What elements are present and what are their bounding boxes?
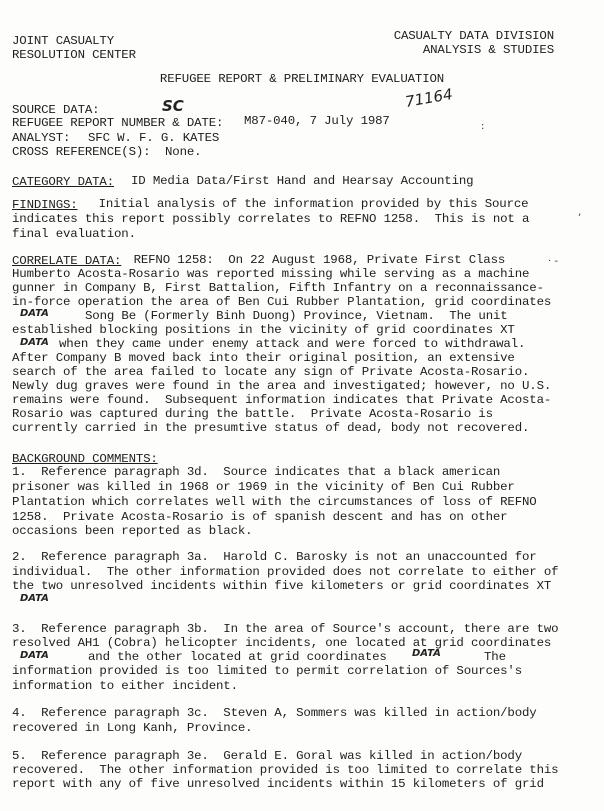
correlate-line: currently carried in the presumtive status of dead, body not recovered. [12, 421, 530, 435]
category-label: CATEGORY DATA: [12, 175, 114, 189]
correlate-label: CORRELATE DATA: [12, 254, 122, 268]
background-para-2-line: the two unresolved incidents within five kilometers or grid coordinates XT [12, 579, 552, 593]
findings-line: indicates this report possibly correlates to REFNO 1258. This is not a [12, 212, 530, 226]
background-para-5-line: 5. Reference paragraph 3e. Gerald E. Goral was killed in action/body [12, 749, 522, 763]
agency-name-line2: RESOLUTION CENTER [12, 48, 136, 62]
source-data-label: SOURCE DATA: [12, 103, 100, 117]
background-para-3-line: and the other located at grid coordinates [88, 650, 387, 664]
background-para-1-line: Plantation which correlates well with the circumstances of loss of REFNO [12, 495, 537, 509]
background-para-3-line: information to either incident. [12, 679, 238, 693]
redaction-stamp: DATA [20, 308, 49, 319]
background-para-3-line: The [484, 650, 506, 664]
analyst-label: ANALYST: [12, 131, 71, 145]
correlate-line: when they came under enemy attack and were forced to withdrawal. [59, 337, 526, 351]
background-para-1-line: 1. Reference paragraph 3d. Source indicates that a black american [12, 465, 501, 479]
background-para-1-line: 1258. Private Acosta-Rosario is of spanish descent and has on other [12, 510, 508, 524]
findings-label: FINDINGS: [12, 198, 78, 212]
redaction-stamp: DATA [412, 648, 441, 659]
agency-name-line1: JOINT CASUALTY [12, 34, 114, 48]
correlate-line: remains were found. Subsequent information indicates that Private Acosta- [12, 393, 552, 407]
findings-line: final evaluation. [12, 227, 136, 241]
document-title: REFUGEE REPORT & PRELIMINARY EVALUATION [159, 72, 445, 86]
background-para-4-line: recovered in Long Kanh, Province. [12, 721, 253, 735]
background-label: BACKGROUND COMMENTS: [12, 452, 158, 466]
correlate-line: Humberto Acosta-Rosario was reported missing while serving as a machine [12, 267, 530, 281]
report-number-value: M87-040, 7 July 1987 [244, 114, 390, 128]
redaction-stamp: DATA [20, 593, 49, 604]
correlate-line: search of the area failed to locate any sign of Private Acosta-Rosario. [12, 365, 530, 379]
background-para-3-line: information provided is too limited to permit correlation of Sources's [12, 664, 522, 678]
correlate-line: in-force operation the area of Ben Cui Rubber Plantation, grid coordinates [12, 295, 552, 309]
redaction-stamp: DATA [20, 337, 49, 348]
cross-reference-value: None. [165, 145, 202, 159]
background-para-2-line: individual. The other information provided does not correlate to either of [12, 565, 559, 579]
redaction-stamp: DATA [20, 650, 49, 661]
correlate-line: After Company B moved back into their original position, an extensive [12, 351, 515, 365]
background-para-2-line: 2. Reference paragraph 3a. Harold C. Barosky is not an unaccounted for [12, 550, 537, 564]
findings-line: Initial analysis of the information provided by this Source [84, 197, 529, 211]
background-para-3-line: 3. Reference paragraph 3b. In the area of Source's account, there are two [12, 622, 559, 636]
correlate-line: Song Be (Formerly Binh Duong) Province, Vietnam. The unit [85, 309, 508, 323]
correlate-line: established blocking positions in the vicinity of grid coordinates XT [12, 323, 515, 337]
stray-mark: · - [548, 256, 558, 267]
background-para-4-line: 4. Reference paragraph 3c. Steven A, Sommers was killed in action/body [12, 706, 537, 720]
report-number-label: REFUGEE REPORT NUMBER & DATE: [12, 116, 224, 130]
correlate-line: REFNO 1258: On 22 August 1968, Private First Class [119, 253, 506, 267]
background-para-5-line: recovered. The other information provided is too limited to correlate this [12, 763, 559, 777]
source-data-value: SC [162, 97, 184, 115]
correlate-line: Rosario was captured during the battle. Private Acosta-Rosario is [12, 407, 493, 421]
stray-mark: , [578, 207, 582, 218]
correlate-line: gunner in Company B, First Battalion, Fifth Infantry on a reconnaissance- [12, 281, 544, 295]
handwritten-number: 71164 [403, 84, 454, 112]
background-para-1-line: prisoner was killed in 1968 or 1969 in the vicinity of Ben Cui Rubber [12, 480, 515, 494]
background-para-5-line: report with any of five unresolved incidents within 15 kilometers of grid [12, 777, 544, 791]
cross-reference-label: CROSS REFERENCE(S): [12, 145, 151, 159]
division-name-line2: ANALYSIS & STUDIES [422, 43, 554, 57]
background-para-3-line: resolved AH1 (Cobra) helicopter incidents, one located at grid coordinates [12, 636, 552, 650]
stray-mark: : [481, 121, 485, 132]
analyst-value: SFC W. F. G. KATES [88, 131, 220, 145]
background-para-1-line: occasions been reported as black. [12, 524, 253, 538]
correlate-line: Newly dug graves were found in the area and investigated; however, no U.S. [12, 379, 552, 393]
division-name-line1: CASUALTY DATA DIVISION [393, 29, 554, 43]
category-value: ID Media Data/First Hand and Hearsay Accounting [131, 174, 474, 188]
